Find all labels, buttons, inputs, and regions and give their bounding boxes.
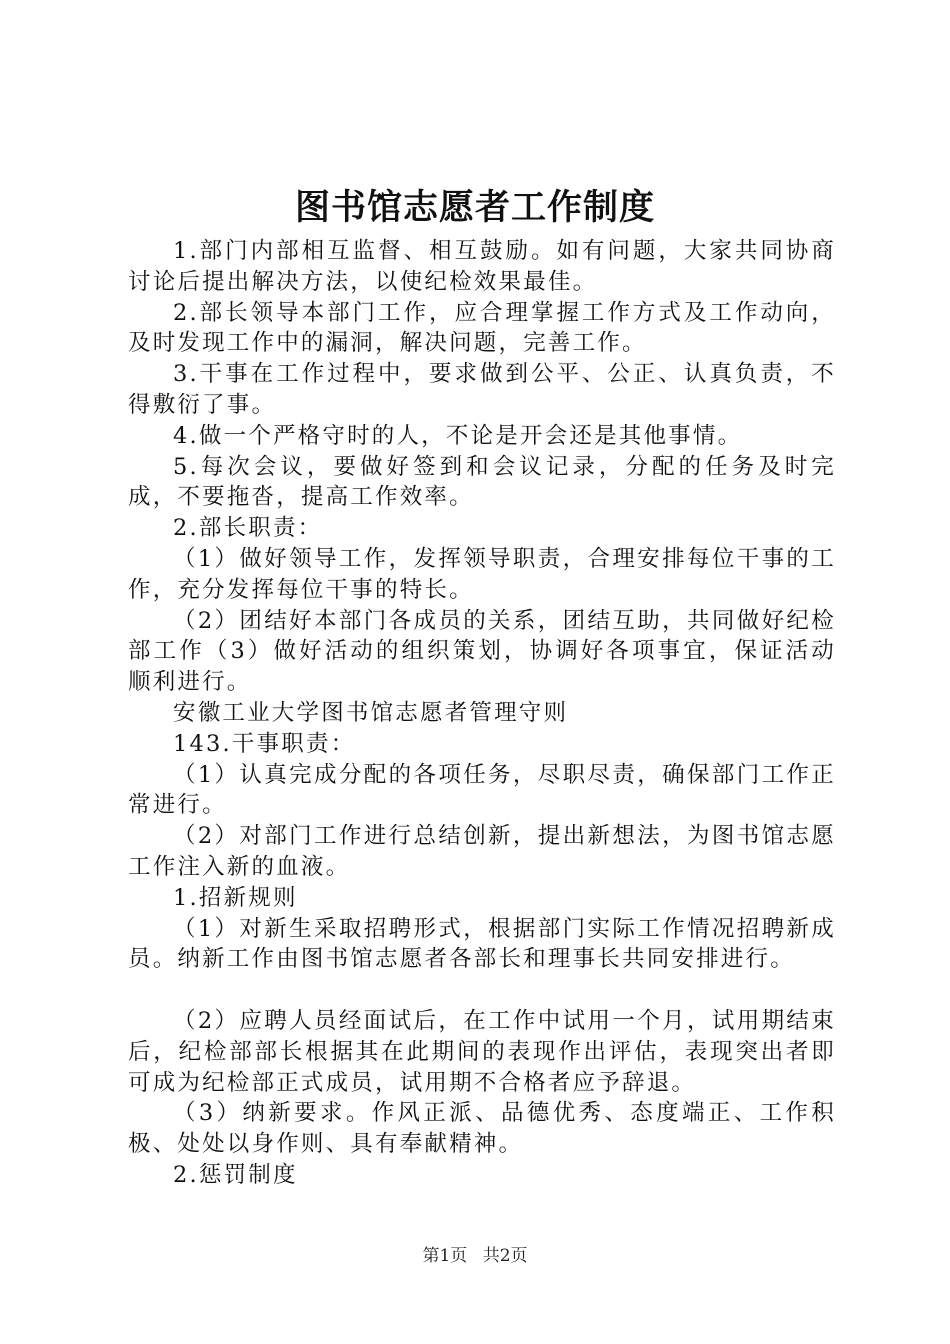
paragraph: （2）团结好本部门各成员的关系，团结互助，共同做好纪检部工作（3）做好活动的组织策划，协调好各项事宜，保证活动顺利进行。 (128, 607, 836, 696)
page-footer (0, 1244, 950, 1268)
page-total: 共2页 (482, 1246, 528, 1266)
section-heading: 143.干事职责： (173, 730, 356, 757)
paragraph: （1）认真完成分配的各项任务，尽职尽责，确保部门工作正常进行。 (128, 761, 836, 819)
page-number: 第1页 (422, 1246, 468, 1266)
paragraph: 5.每次会议，要做好签到和会议记录，分配的任务及时完成，不要拖沓，提高工作效率。 (128, 453, 836, 511)
paragraph: （1）做好领导工作，发挥领导职责，合理安排每位干事的工作，充分发挥每位干事的特长。 (128, 545, 836, 603)
document-body (128, 236, 836, 1191)
paragraph: 2.部长领导本部门工作，应合理掌握工作方式及工作动向，及时发现工作中的漏洞，解决问题，完善工作。 (128, 299, 836, 357)
section-heading: 1.招新规则 (173, 884, 298, 911)
document-title: 图书馆志愿者工作制度 (294, 187, 655, 228)
paragraph: （2）对部门工作进行总结创新，提出新想法，为图书馆志愿工作注入新的血液。 (128, 823, 836, 880)
paragraph: （2）应聘人员经面试后，在工作中试用一个月，试用期结束后，纪检部部长根据其在此期间的表现作出评估，表现突出者即可成为纪检部正式成员，试用期不合格者应予辞退。 (128, 1007, 836, 1096)
paragraph: 3.干事在工作过程中，要求做到公平、公正、认真负责，不得敷衍了事。 (128, 361, 836, 418)
paragraph: 4.做一个严格守时的人，不论是开会还是其他事情。 (173, 422, 743, 449)
section-heading: 2.惩罚制度 (173, 1161, 298, 1188)
section-heading: 安徽工业大学图书馆志愿者管理守则 (173, 699, 569, 726)
section-heading: 2.部长职责： (173, 515, 323, 542)
paragraph: （1）对新生采取招聘形式，根据部门实际工作情况招聘新成员。纳新工作由图书馆志愿者各部长和理事长共同安排进行。 (128, 915, 836, 973)
paragraph: 1.部门内部相互监督、相互鼓励。如有问题，大家共同协商讨论后提出解决方法，以使纪检效果最佳。 (128, 238, 836, 295)
paragraph: （3）纳新要求。作风正派、品德优秀、态度端正、工作积极、处处以身作则、具有奉献精神。 (128, 1100, 836, 1158)
blank-line (128, 975, 836, 1006)
